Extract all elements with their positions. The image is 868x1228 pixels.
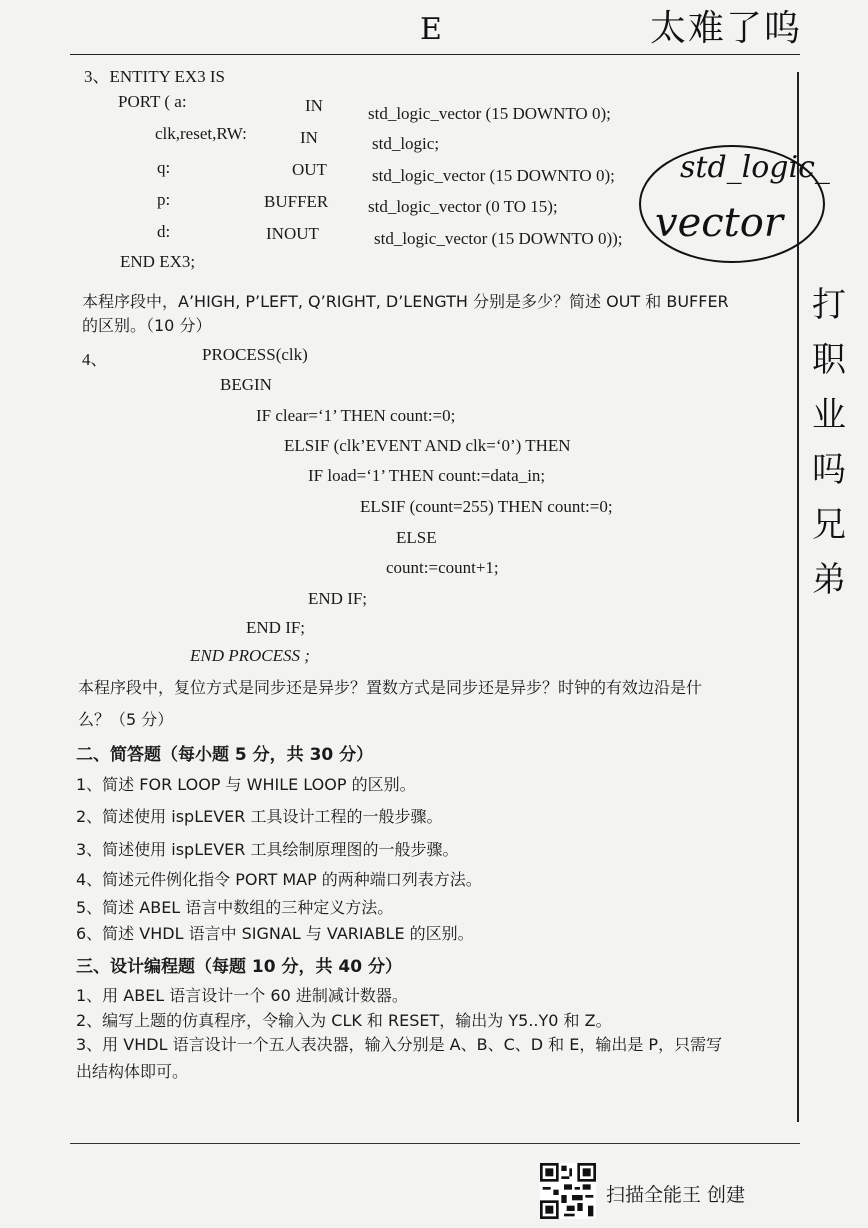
margin-char: 兄 <box>812 505 846 545</box>
port-mode-a: IN <box>305 96 323 115</box>
q4-code-line: IF clear=‘1’ THEN count:=0; <box>256 406 456 425</box>
q4-code-line: ELSIF (count=255) THEN count:=0; <box>360 497 613 516</box>
port-type-clk: std_logic; <box>372 134 440 153</box>
port-type-d: std_logic_vector (15 DOWNTO 0)); <box>374 229 623 248</box>
circled-note-line2: vector <box>655 200 783 246</box>
section2-item: 5、简述 ABEL 语言中数组的三种定义方法。 <box>76 898 394 917</box>
port-type-q: std_logic_vector (15 DOWNTO 0); <box>372 166 615 185</box>
section2-item: 2、简述使用 ispLEVER 工具设计工程的一般步骤。 <box>76 807 443 826</box>
q4-code-line: END PROCESS ; <box>190 646 310 665</box>
port-name-d: d: <box>157 222 171 241</box>
q4-code-line: IF load=‘1’ THEN count:=data_in; <box>308 466 546 485</box>
port-name-q: q: <box>157 158 171 177</box>
handwritten-margin-note <box>812 278 862 608</box>
margin-char: 吗 <box>812 450 846 490</box>
q4-question-line1: 本程序段中，复位方式是同步还是异步？置数方式是同步还是异步？时钟的有效边沿是什 <box>78 678 703 697</box>
port-mode-p: BUFFER <box>264 192 329 211</box>
port-mode-q: OUT <box>292 160 327 179</box>
section3-title: 三、设计编程题（每题 10 分，共 40 分） <box>76 957 402 977</box>
handwritten-note-top: 太难了呜 <box>650 8 803 49</box>
header-mark: E <box>420 12 442 47</box>
port-mode-clk: IN <box>300 128 318 147</box>
q4-code-line: END IF; <box>308 589 368 608</box>
q3-end-line: END EX3; <box>120 252 196 271</box>
margin-char: 打 <box>812 285 846 325</box>
q4-question-line2: 么？（5 分） <box>78 710 174 729</box>
q4-code-line: END IF; <box>246 618 306 637</box>
page-border-top <box>70 54 800 55</box>
port-mode-d: INOUT <box>266 224 319 243</box>
q3-question-line2: 的区别。（10 分） <box>82 316 212 335</box>
port-name-a: PORT ( a: <box>118 92 187 111</box>
section2-item: 1、简述 FOR LOOP 与 WHILE LOOP 的区别。 <box>76 775 416 794</box>
section3-item: 3、用 VHDL 语言设计一个五人表决器，输入分别是 A、B、C、D 和 E，输出是 P，只需写 <box>76 1035 723 1054</box>
q4-code-line: BEGIN <box>220 375 272 394</box>
q4-code-line: count:=count+1; <box>386 558 499 577</box>
q4-code-line: PROCESS(clk) <box>202 345 308 364</box>
port-type-p: std_logic_vector (0 TO 15); <box>368 197 558 216</box>
section2-item: 6、简述 VHDL 语言中 SIGNAL 与 VARIABLE 的区别。 <box>76 924 474 943</box>
q4-code-line: ELSE <box>396 528 437 547</box>
q3-question-line1: 本程序段中，A’HIGH, P’LEFT, Q’RIGHT, D’LENGTH 分别是多少？简述 OUT 和 BUFFER <box>82 292 729 311</box>
margin-char: 业 <box>812 395 846 435</box>
port-name-clk: clk,reset,RW: <box>155 124 247 143</box>
port-name-p: p: <box>157 190 171 209</box>
section3-item: 1、用 ABEL 语言设计一个 60 进制减计数器。 <box>76 986 408 1005</box>
section2-title: 二、简答题（每小题 5 分，共 30 分） <box>76 745 374 765</box>
q4-code-line: ELSIF (clk’EVENT AND clk=‘0’) THEN <box>284 436 571 455</box>
qr-code-icon <box>540 1163 596 1219</box>
margin-char: 职 <box>812 340 846 380</box>
q4-number: 4、 <box>82 350 108 369</box>
section3-item-continued: 出结构体即可。 <box>76 1062 189 1081</box>
margin-char: 弟 <box>812 560 846 600</box>
page-border-bottom <box>70 1143 800 1144</box>
section2-item: 4、简述元件例化指令 PORT MAP 的两种端口列表方法。 <box>76 870 482 889</box>
circled-note-line1: std_logic_ <box>680 150 830 185</box>
q3-entity-line: 3、ENTITY EX3 IS <box>84 67 226 86</box>
section2-item: 3、简述使用 ispLEVER 工具绘制原理图的一般步骤。 <box>76 840 459 859</box>
section3-item: 2、编写上题的仿真程序，令输入为 CLK 和 RESET，输出为 Y5..Y0 和 Z。 <box>76 1011 612 1030</box>
port-type-a: std_logic_vector (15 DOWNTO 0); <box>368 104 611 123</box>
scanner-credit: 扫描全能王 创建 <box>606 1184 746 1206</box>
